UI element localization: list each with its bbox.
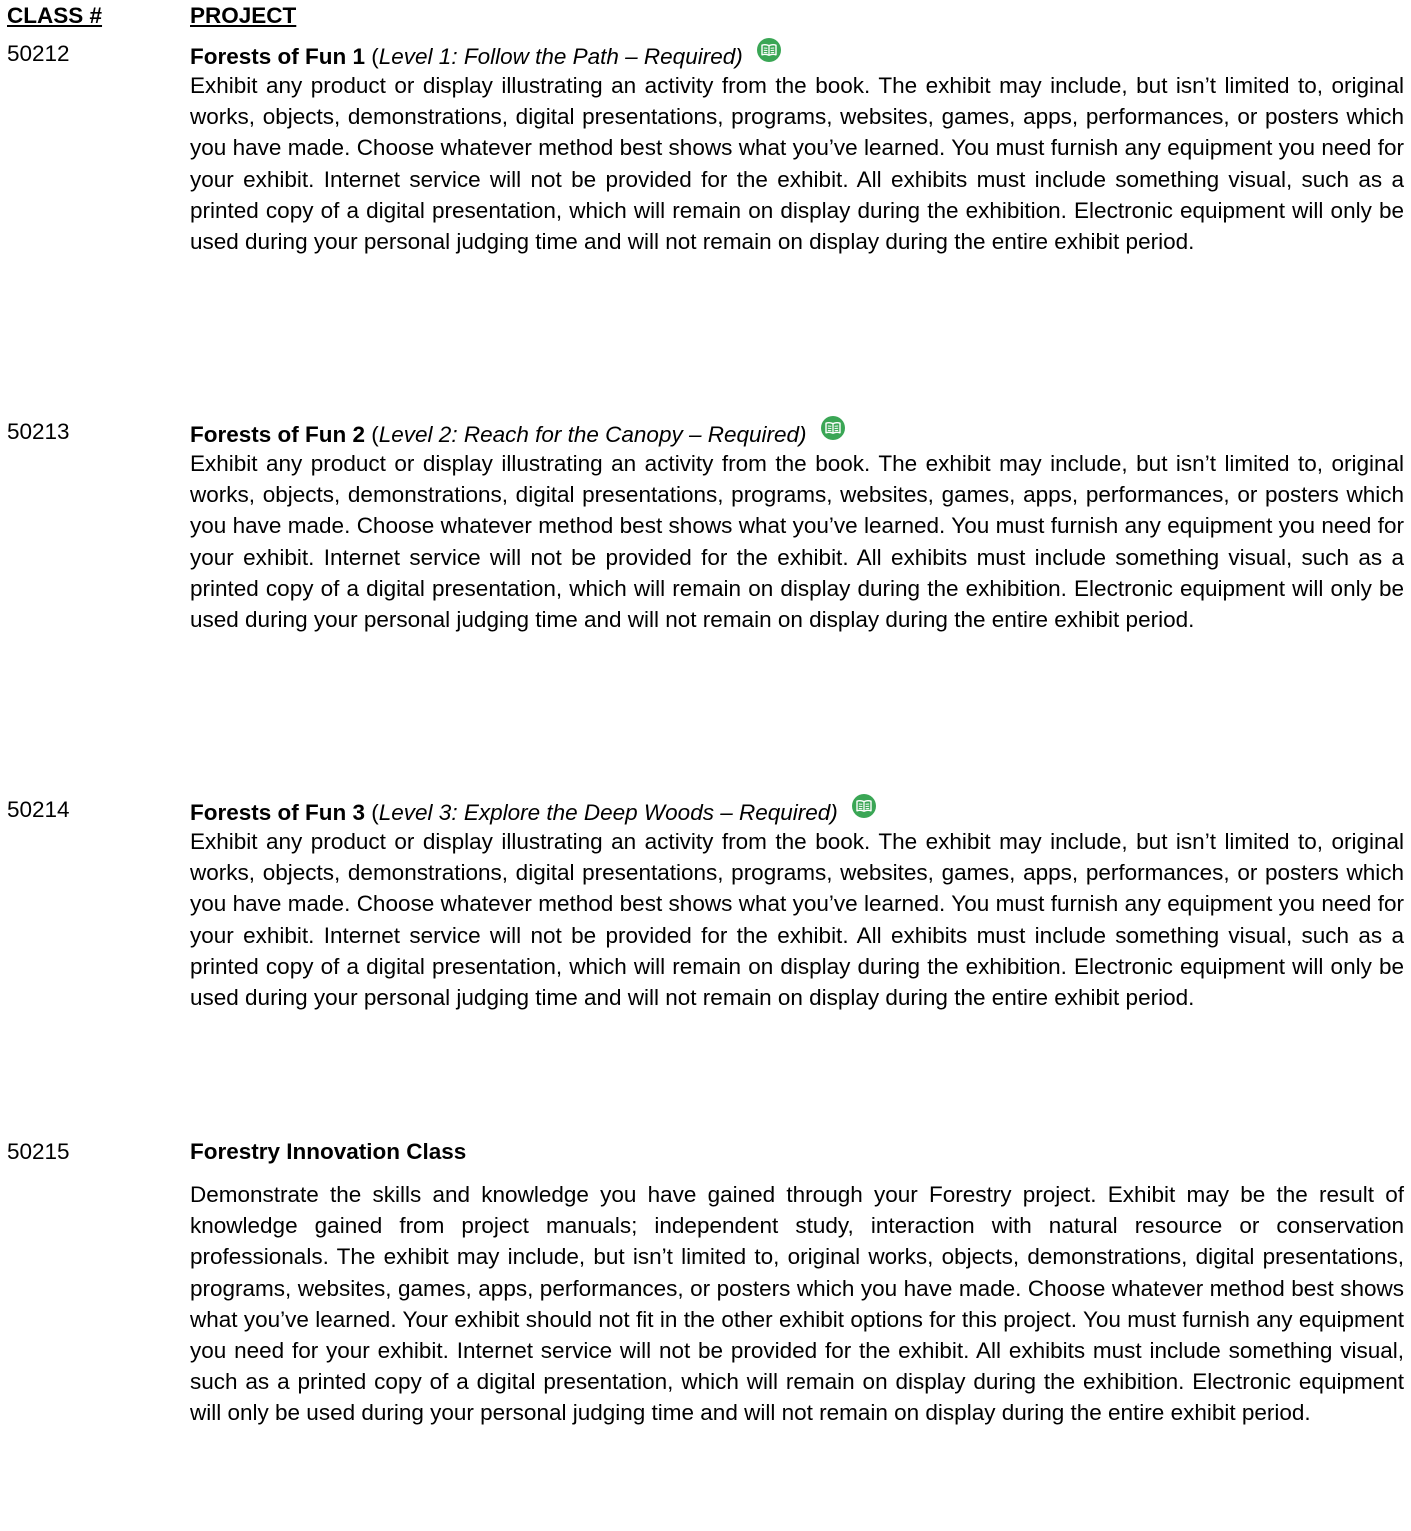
- book-icon: [852, 794, 876, 818]
- entry-body: [190, 1136, 1404, 1429]
- entry-description: Exhibit any product or display illustrating an activity from the book. The exhibit may include, but isn’t limited to, original works, objects, demonstrations, digital presentations, programs, websites, games, apps, performances, or posters which you have made. Choose whatever method best shows what you’ve learned. You must furnish any equipment you need for your exhibit. Internet service will not be provided for the exhibit. All exhibits must include something visual, such as a printed copy of a digital presentation, which will remain on display during the exhibition. Electronic equipment will only be used during your personal judging time and will not remain on display during the entire exhibit period.: [190, 829, 1404, 1011]
- entry-body: [190, 416, 1404, 635]
- entry-title-line: [190, 416, 1404, 448]
- entry-description: Exhibit any product or display illustrating an activity from the book. The exhibit may include, but isn’t limited to, original works, objects, demonstrations, digital presentations, programs, websites, games, apps, performances, or posters which you have made. Choose whatever method best shows what you’ve learned. You must furnish any equipment you need for your exhibit. Internet service will not be provided for the exhibit. All exhibits must include something visual, such as a printed copy of a digital presentation, which will remain on display during the exhibition. Electronic equipment will only be used during your personal judging time and will not remain on display during the entire exhibit period.: [190, 451, 1404, 633]
- entry-level: Level 3: Explore the Deep Woods – Required): [378, 800, 838, 825]
- level-open-paren: (: [365, 800, 379, 825]
- entry-description: Exhibit any product or display illustrating an activity from the book. The exhibit may include, but isn’t limited to, original works, objects, demonstrations, digital presentations, programs, websites, games, apps, performances, or posters which you have made. Choose whatever method best shows what you’ve learned. You must furnish any equipment you need for your exhibit. Internet service will not be provided for the exhibit. All exhibits must include something visual, such as a printed copy of a digital presentation, which will remain on display during the exhibition. Electronic equipment will only be used during your personal judging time and will not remain on display during the entire exhibit period.: [190, 73, 1404, 255]
- entry-level: Level 1: Follow the Path – Required): [378, 44, 743, 69]
- entry-title: Forestry Innovation Class: [190, 1139, 467, 1164]
- level-open-paren: (: [365, 422, 379, 447]
- class-number-header: CLASS #: [7, 3, 103, 28]
- book-icon: [757, 38, 781, 62]
- book-icon: [821, 416, 845, 440]
- project-header: PROJECT: [190, 3, 297, 28]
- entry-description: Demonstrate the skills and knowledge you have gained through your Forestry project. Exhibit may be the result of knowledge gained from project manuals; independent study, interaction with natural resource or conservation professionals. The exhibit may include, but isn’t limited to, original works, objects, demonstrations, digital presentations, programs, websites, games, apps, performances, or posters which you have made. Choose whatever method best shows what you’ve learned. Your exhibit should not fit in the other exhibit options for this project. You must furnish any equipment you need for your exhibit. Internet service will not be provided for the exhibit. All exhibits must include something visual, such as a printed copy of a digital presentation, which will remain on display during the exhibition. Electronic equipment will only be used during your personal judging time and will not remain on display during the entire exhibit period.: [190, 1182, 1404, 1426]
- entry-title: Forests of Fun 2: [190, 422, 366, 447]
- entry-title: Forests of Fun 3: [190, 800, 366, 825]
- class-number: 50214: [7, 797, 70, 822]
- entry-body: [190, 38, 1404, 257]
- level-open-paren: (: [365, 44, 379, 69]
- entry-body: [190, 794, 1404, 1013]
- entry-title-line: [190, 794, 1404, 826]
- entry-title: Forests of Fun 1: [190, 44, 366, 69]
- entry-title-line: [190, 1136, 1404, 1168]
- entry-level: Level 2: Reach for the Canopy – Required): [378, 422, 807, 447]
- table-header: [7, 3, 1407, 35]
- class-number: 50212: [7, 41, 70, 66]
- class-number: 50213: [7, 419, 70, 444]
- class-number: 50215: [7, 1139, 70, 1164]
- entry-title-line: [190, 38, 1404, 70]
